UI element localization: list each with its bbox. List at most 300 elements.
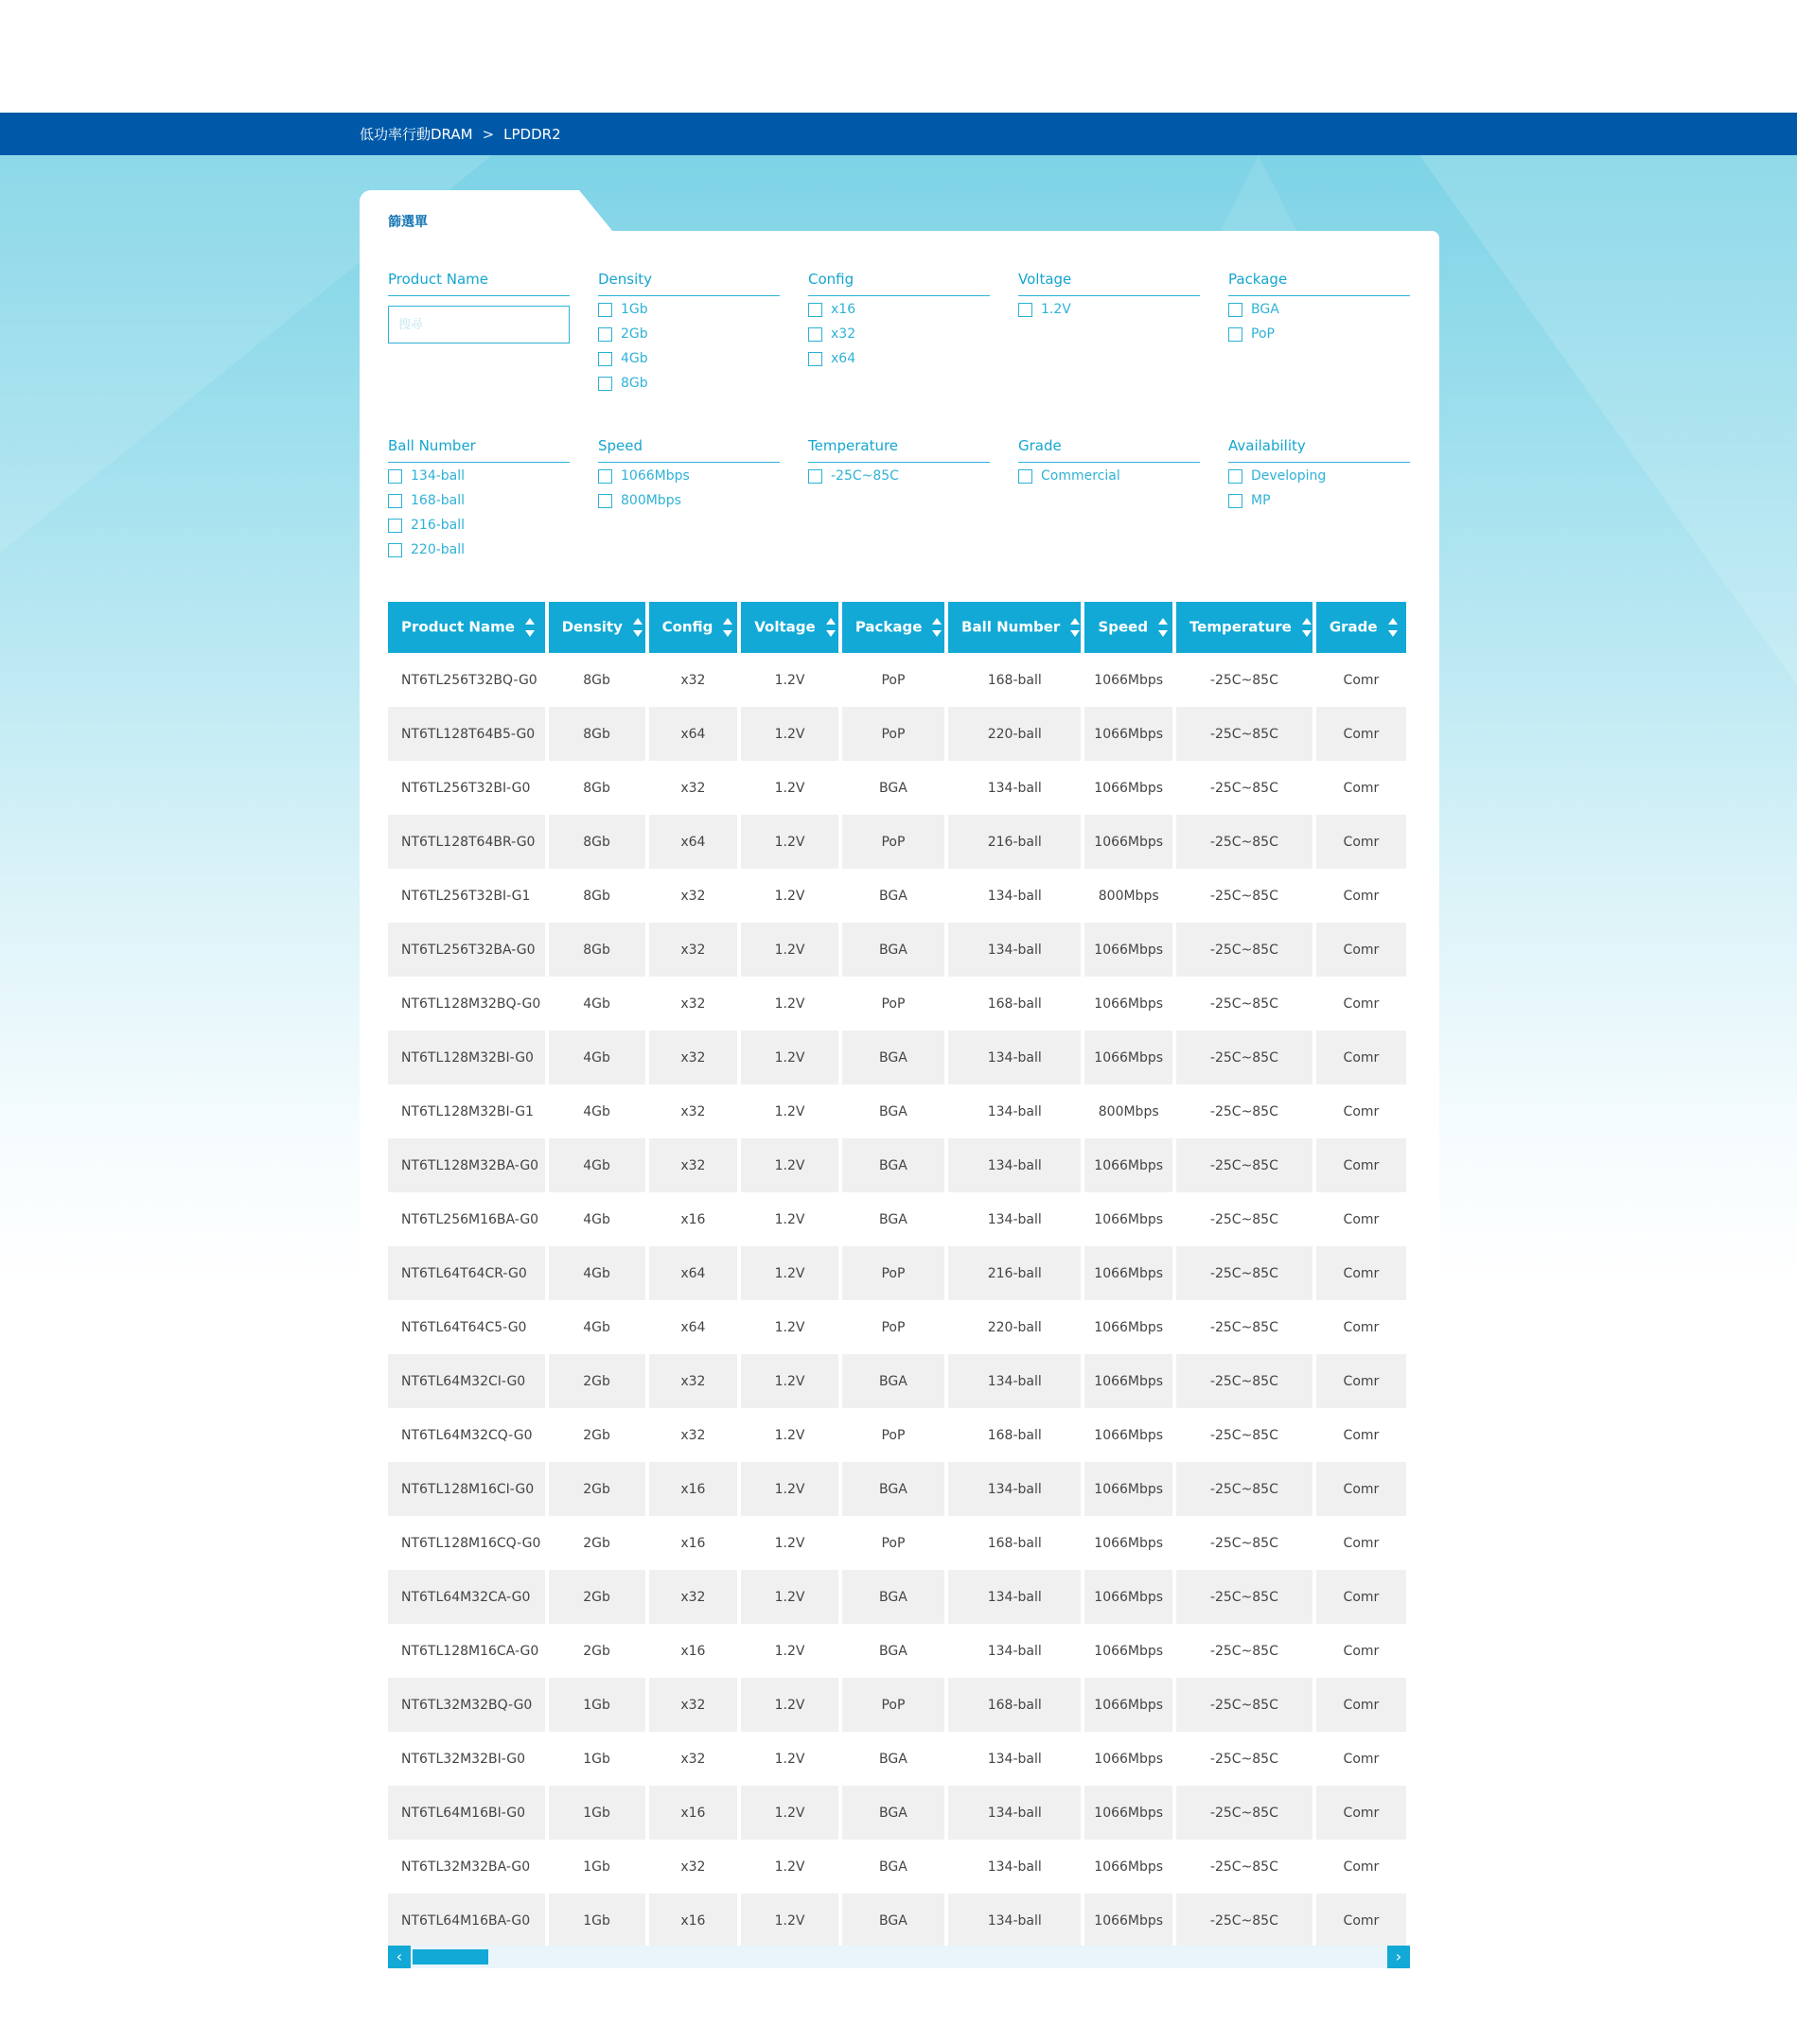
- table-cell: PoP: [881, 672, 906, 688]
- grade-option-commercial[interactable]: [1018, 465, 1200, 487]
- sort-arrows-icon[interactable]: [722, 617, 733, 638]
- table-cell: 1.2V: [774, 1427, 805, 1443]
- table-cell: 168-ball: [987, 1535, 1042, 1551]
- scrollbar-thumb[interactable]: [413, 1949, 488, 1965]
- table-cell: x32: [680, 1103, 706, 1119]
- table-cell: Comr: [1316, 1570, 1406, 1624]
- table-cell: 1066Mbps: [1084, 1786, 1172, 1840]
- table-cell: x32: [649, 1570, 738, 1624]
- table-cell: PoP: [881, 1535, 906, 1551]
- table-cell: 134-ball: [987, 1103, 1042, 1119]
- checkbox[interactable]: [598, 303, 612, 317]
- table-cell: Comr: [1343, 780, 1380, 796]
- table-cell: 2Gb: [583, 1535, 610, 1551]
- table-cell: 1066Mbps: [1094, 1751, 1164, 1767]
- table-row[interactable]: [388, 1192, 1406, 1246]
- filter-density: [598, 269, 780, 395]
- column-header-label: Package: [854, 618, 923, 636]
- table-cell: 1.2V: [774, 1859, 805, 1875]
- column-header[interactable]: [948, 602, 1081, 653]
- table-cell: Comr: [1343, 888, 1380, 904]
- table-cell: BGA: [842, 1138, 944, 1192]
- sort-arrows-icon[interactable]: [825, 617, 837, 638]
- table-cell: -25C~85C: [1176, 1462, 1313, 1516]
- table-cell: Comr: [1343, 1535, 1380, 1551]
- table-row[interactable]: [388, 1678, 1406, 1732]
- table-cell: NT6TL256T32BI-G0: [401, 780, 531, 796]
- table-row[interactable]: [388, 1894, 1406, 1947]
- table-cell: NT6TL32M32BA-G0: [401, 1859, 531, 1875]
- table-cell: Comr: [1316, 1031, 1406, 1084]
- table-cell: -25C~85C: [1209, 1751, 1278, 1767]
- column-header[interactable]: [1084, 602, 1172, 653]
- table-cell: Comr: [1316, 707, 1406, 761]
- checkbox[interactable]: [808, 352, 822, 366]
- ball-option-134[interactable]: [388, 465, 570, 487]
- table-cell: x32: [680, 1751, 706, 1767]
- table-row[interactable]: [388, 1300, 1406, 1354]
- table-row[interactable]: [388, 977, 1406, 1031]
- option-label: 1066Mbps: [621, 468, 690, 484]
- table-cell: 1.2V: [774, 1643, 805, 1659]
- density-option-1gb[interactable]: [598, 298, 780, 321]
- table-cell: 134-ball: [948, 1570, 1081, 1624]
- table-cell: x16: [649, 1462, 738, 1516]
- table-cell: BGA: [842, 1031, 944, 1084]
- option-label: 216-ball: [411, 518, 466, 533]
- table-cell: NT6TL128T64B5-G0: [388, 707, 545, 761]
- table-cell: -25C~85C: [1176, 815, 1313, 869]
- table-cell: Comr: [1316, 1786, 1406, 1840]
- table-cell: BGA: [842, 1894, 944, 1947]
- option-label: 800Mbps: [621, 493, 681, 508]
- column-header[interactable]: [1316, 602, 1406, 653]
- filter-product-name: [388, 269, 570, 344]
- table-cell: 1066Mbps: [1084, 1678, 1172, 1732]
- table-cell: Comr: [1343, 1103, 1380, 1119]
- table-cell: -25C~85C: [1209, 1211, 1278, 1227]
- table-row[interactable]: [388, 1624, 1406, 1678]
- table-cell: 1.2V: [774, 1211, 805, 1227]
- table-cell: -25C~85C: [1176, 1246, 1313, 1300]
- table-cell: 4Gb: [583, 996, 610, 1012]
- horizontal-scrollbar[interactable]: [388, 1946, 1410, 1968]
- table-cell: BGA: [879, 1103, 907, 1119]
- table-cell: 1066Mbps: [1094, 672, 1164, 688]
- availability-option-developing[interactable]: [1228, 465, 1410, 487]
- product-table-viewport[interactable]: [388, 602, 1410, 1929]
- sort-arrows-icon[interactable]: [1069, 617, 1081, 638]
- checkbox[interactable]: [1228, 303, 1242, 317]
- table-cell: NT6TL64M16BA-G0: [388, 1894, 545, 1947]
- table-cell: 1.2V: [741, 1570, 838, 1624]
- table-cell: x32: [680, 1859, 706, 1875]
- table-cell: -25C~85C: [1209, 1319, 1278, 1335]
- table-cell: NT6TL64T64CR-G0: [388, 1246, 545, 1300]
- filter-title-density: Density: [598, 269, 780, 296]
- option-label: MP: [1251, 493, 1271, 508]
- checkbox[interactable]: [1228, 327, 1242, 342]
- filter-grade: [1018, 435, 1200, 487]
- table-cell: 4Gb: [549, 1138, 645, 1192]
- table-cell: NT6TL256T32BQ-G0: [401, 672, 537, 688]
- table-cell: 1.2V: [741, 1138, 838, 1192]
- table-cell: 1.2V: [741, 1246, 838, 1300]
- package-option-pop[interactable]: [1228, 323, 1410, 345]
- table-cell: x32: [649, 1031, 738, 1084]
- sort-arrows-icon[interactable]: [632, 617, 643, 638]
- table-cell: -25C~85C: [1209, 780, 1278, 796]
- column-header[interactable]: [741, 602, 838, 653]
- table-cell: 1.2V: [741, 1894, 838, 1947]
- table-cell: 800Mbps: [1098, 1103, 1159, 1119]
- table-row[interactable]: [388, 1031, 1406, 1084]
- table-cell: NT6TL128M32BI-G0: [388, 1031, 545, 1084]
- table-cell: 1Gb: [583, 1751, 610, 1767]
- option-label: -25C~85C: [831, 468, 899, 484]
- option-label: Developing: [1251, 468, 1327, 484]
- temperature-option[interactable]: [808, 465, 990, 487]
- table-row[interactable]: [388, 1354, 1406, 1408]
- table-cell: 1066Mbps: [1084, 1894, 1172, 1947]
- table-cell: Comr: [1316, 1462, 1406, 1516]
- table-cell: NT6TL256T32BI-G1: [401, 888, 531, 904]
- table-cell: 134-ball: [987, 1751, 1042, 1767]
- option-label: PoP: [1251, 326, 1275, 342]
- filter-title-config: Config: [808, 269, 990, 296]
- table-cell: Comr: [1316, 1894, 1406, 1947]
- checkbox[interactable]: [1018, 469, 1032, 484]
- table-cell: 1.2V: [774, 672, 805, 688]
- table-row[interactable]: [388, 1408, 1406, 1462]
- checkbox[interactable]: [388, 469, 402, 484]
- table-cell: 134-ball: [987, 780, 1042, 796]
- table-cell: PoP: [842, 815, 944, 869]
- table-row[interactable]: [388, 1732, 1406, 1786]
- table-cell: -25C~85C: [1176, 1678, 1313, 1732]
- table-cell: 8Gb: [549, 923, 645, 977]
- table-cell: BGA: [842, 1786, 944, 1840]
- density-option-2gb[interactable]: [598, 323, 780, 345]
- table-cell: 1.2V: [741, 1786, 838, 1840]
- checkbox[interactable]: [388, 543, 402, 557]
- table-cell: 800Mbps: [1098, 888, 1159, 904]
- column-header[interactable]: [549, 602, 645, 653]
- ball-option-220[interactable]: [388, 538, 570, 561]
- table-cell: NT6TL128T64BR-G0: [388, 815, 545, 869]
- table-cell: NT6TL64T64C5-G0: [401, 1319, 527, 1335]
- table-cell: -25C~85C: [1209, 996, 1278, 1012]
- table-row[interactable]: [388, 761, 1406, 815]
- table-row[interactable]: [388, 923, 1406, 977]
- column-header-label: Temperature: [1189, 618, 1292, 636]
- table-cell: Comr: [1343, 1859, 1380, 1875]
- product-name-search-input[interactable]: [388, 306, 570, 344]
- filter-title-availability: Availability: [1228, 435, 1410, 463]
- table-cell: 168-ball: [987, 1427, 1042, 1443]
- table-cell: PoP: [881, 1319, 906, 1335]
- table-cell: Comr: [1343, 1319, 1380, 1335]
- table-row[interactable]: [388, 1786, 1406, 1840]
- checkbox[interactable]: [1228, 494, 1242, 508]
- checkbox[interactable]: [598, 469, 612, 484]
- table-row[interactable]: [388, 707, 1406, 761]
- table-cell: 1066Mbps: [1094, 1859, 1164, 1875]
- table-cell: 134-ball: [948, 1894, 1081, 1947]
- column-header[interactable]: [649, 602, 738, 653]
- table-cell: -25C~85C: [1176, 1786, 1313, 1840]
- column-header-label: Voltage: [754, 618, 816, 636]
- top-whitespace: [0, 0, 1797, 113]
- column-header[interactable]: [842, 602, 944, 653]
- sort-arrows-icon[interactable]: [1157, 617, 1169, 638]
- sort-arrows-icon[interactable]: [524, 617, 536, 638]
- table-cell: 1066Mbps: [1094, 1211, 1164, 1227]
- table-cell: x16: [649, 1786, 738, 1840]
- table-cell: 4Gb: [583, 1103, 610, 1119]
- table-row[interactable]: [388, 653, 1406, 707]
- checkbox[interactable]: [598, 494, 612, 508]
- column-header[interactable]: [388, 602, 545, 653]
- table-cell: BGA: [842, 923, 944, 977]
- table-cell: 1.2V: [774, 996, 805, 1012]
- table-cell: x32: [680, 996, 706, 1012]
- breadcrumb-bar: [0, 113, 1797, 155]
- table-cell: Comr: [1316, 923, 1406, 977]
- density-option-8gb[interactable]: [598, 372, 780, 395]
- voltage-option-1-2v[interactable]: [1018, 298, 1200, 321]
- table-cell: NT6TL256M16BA-G0: [401, 1211, 539, 1227]
- chevron-right-icon[interactable]: ›: [1387, 1946, 1410, 1968]
- checkbox[interactable]: [388, 494, 402, 508]
- option-label: x64: [831, 351, 856, 366]
- table-row[interactable]: [388, 1138, 1406, 1192]
- availability-option-mp[interactable]: [1228, 489, 1410, 512]
- table-cell: 1.2V: [741, 707, 838, 761]
- checkbox[interactable]: [1228, 469, 1242, 484]
- table-cell: Comr: [1343, 996, 1380, 1012]
- table-cell: x64: [680, 1319, 706, 1335]
- table-cell: 2Gb: [549, 1462, 645, 1516]
- table-cell: 1.2V: [774, 780, 805, 796]
- column-header-label: Ball Number: [961, 618, 1061, 636]
- table-cell: 1.2V: [741, 923, 838, 977]
- table-cell: x16: [649, 1894, 738, 1947]
- table-cell: Comr: [1343, 1427, 1380, 1443]
- table-cell: 134-ball: [987, 1643, 1042, 1659]
- filter-title-temperature: Temperature: [808, 435, 990, 463]
- column-header-label: Density: [561, 618, 623, 636]
- checkbox[interactable]: [808, 469, 822, 484]
- table-cell: NT6TL128M16CI-G0: [388, 1462, 545, 1516]
- table-cell: -25C~85C: [1209, 888, 1278, 904]
- table-cell: 1066Mbps: [1094, 1535, 1164, 1551]
- config-option-x16[interactable]: [808, 298, 990, 321]
- filter-speed: [598, 435, 780, 512]
- table-cell: 1066Mbps: [1084, 1246, 1172, 1300]
- option-label: 134-ball: [411, 468, 466, 484]
- table-row[interactable]: [388, 1462, 1406, 1516]
- table-cell: 1Gb: [549, 1894, 645, 1947]
- column-header[interactable]: [1176, 602, 1313, 653]
- density-option-4gb[interactable]: [598, 347, 780, 370]
- table-cell: -25C~85C: [1209, 672, 1278, 688]
- filter-config: [808, 269, 990, 370]
- checkbox[interactable]: [808, 327, 822, 342]
- option-label: 4Gb: [621, 351, 648, 366]
- table-cell: 134-ball: [948, 923, 1081, 977]
- table-cell: BGA: [842, 1570, 944, 1624]
- table-cell: 216-ball: [948, 815, 1081, 869]
- table-cell: 1066Mbps: [1084, 1354, 1172, 1408]
- table-cell: 8Gb: [583, 672, 610, 688]
- table-cell: 134-ball: [987, 1859, 1042, 1875]
- filter-title-voltage: Voltage: [1018, 269, 1200, 296]
- table-cell: 8Gb: [583, 780, 610, 796]
- table-cell: BGA: [879, 888, 907, 904]
- table-cell: NT6TL64M32CA-G0: [388, 1570, 545, 1624]
- table-cell: Comr: [1343, 1643, 1380, 1659]
- table-cell: 8Gb: [549, 707, 645, 761]
- table-cell: NT6TL256T32BA-G0: [388, 923, 545, 977]
- checkbox[interactable]: [388, 519, 402, 533]
- table-cell: BGA: [879, 1211, 907, 1227]
- sort-arrows-icon[interactable]: [1387, 617, 1399, 638]
- table-cell: -25C~85C: [1209, 1535, 1278, 1551]
- table-cell: -25C~85C: [1176, 1894, 1313, 1947]
- table-cell: 1Gb: [583, 1859, 610, 1875]
- table-cell: -25C~85C: [1176, 707, 1313, 761]
- table-cell: BGA: [842, 1354, 944, 1408]
- table-cell: 1066Mbps: [1084, 1138, 1172, 1192]
- table-cell: x32: [680, 1427, 706, 1443]
- table-cell: PoP: [881, 996, 906, 1012]
- table-cell: 1.2V: [774, 1535, 805, 1551]
- sort-arrows-icon[interactable]: [931, 617, 943, 638]
- table-cell: 1.2V: [774, 1319, 805, 1335]
- filter-title-ball-number: Ball Number: [388, 435, 570, 463]
- table-cell: 1.2V: [741, 1031, 838, 1084]
- table-cell: 168-ball: [948, 1678, 1081, 1732]
- table-cell: NT6TL64M16BI-G0: [388, 1786, 545, 1840]
- option-label: Commercial: [1041, 468, 1120, 484]
- table-header: [388, 602, 1406, 653]
- table-cell: NT6TL32M32BQ-G0: [388, 1678, 545, 1732]
- breadcrumb-parent-link[interactable]: 低功率行動DRAM: [360, 126, 473, 143]
- checkbox[interactable]: [598, 377, 612, 391]
- option-label: 8Gb: [621, 376, 648, 391]
- column-header-label: Speed: [1098, 618, 1149, 636]
- ball-option-216[interactable]: [388, 514, 570, 537]
- table-cell: -25C~85C: [1176, 1138, 1313, 1192]
- checkbox[interactable]: [598, 327, 612, 342]
- table-cell: NT6TL128M32BI-G1: [401, 1103, 534, 1119]
- filter-package: [1228, 269, 1410, 345]
- table-cell: 134-ball: [948, 1462, 1081, 1516]
- option-label: BGA: [1251, 302, 1279, 317]
- table-cell: 1066Mbps: [1084, 1570, 1172, 1624]
- table-cell: 134-ball: [948, 1786, 1081, 1840]
- table-row[interactable]: [388, 1516, 1406, 1570]
- checkbox[interactable]: [598, 352, 612, 366]
- config-option-x64[interactable]: [808, 347, 990, 370]
- table-cell: Comr: [1316, 815, 1406, 869]
- ball-option-168[interactable]: [388, 489, 570, 512]
- table-cell: NT6TL64M32CI-G0: [388, 1354, 545, 1408]
- config-option-x32[interactable]: [808, 323, 990, 345]
- table-cell: 2Gb: [583, 1643, 610, 1659]
- filter-ball-number: [388, 435, 570, 561]
- table-cell: -25C~85C: [1209, 1643, 1278, 1659]
- table-cell: 134-ball: [948, 1354, 1081, 1408]
- chevron-left-icon[interactable]: ‹: [388, 1946, 411, 1968]
- breadcrumb-separator-icon: >: [482, 125, 495, 143]
- checkbox[interactable]: [808, 303, 822, 317]
- option-label: x16: [831, 302, 856, 317]
- filter-availability: [1228, 435, 1410, 512]
- table-cell: BGA: [879, 1643, 907, 1659]
- table-row[interactable]: [388, 1246, 1406, 1300]
- filter-title-grade: Grade: [1018, 435, 1200, 463]
- table-cell: x32: [649, 1354, 738, 1408]
- table-cell: Comr: [1343, 1751, 1380, 1767]
- table-cell: 134-ball: [987, 1211, 1042, 1227]
- table-cell: 168-ball: [987, 672, 1042, 688]
- package-option-bga[interactable]: [1228, 298, 1410, 321]
- table-row[interactable]: [388, 815, 1406, 869]
- table-cell: x16: [680, 1535, 706, 1551]
- table-cell: 2Gb: [549, 1354, 645, 1408]
- table-cell: NT6TL64M32CQ-G0: [401, 1427, 533, 1443]
- table-cell: -25C~85C: [1209, 1103, 1278, 1119]
- table-row[interactable]: [388, 869, 1406, 923]
- table-row[interactable]: [388, 1084, 1406, 1138]
- product-table: [384, 602, 1410, 1947]
- filter-title-product-name: Product Name: [388, 269, 570, 296]
- speed-option-1066[interactable]: [598, 465, 780, 487]
- table-cell: -25C~85C: [1176, 923, 1313, 977]
- table-cell: 1066Mbps: [1094, 1643, 1164, 1659]
- table-cell: NT6TL32M32BI-G0: [401, 1751, 526, 1767]
- table-cell: BGA: [879, 780, 907, 796]
- filter-title-speed: Speed: [598, 435, 780, 463]
- table-cell: NT6TL128M16CQ-G0: [401, 1535, 541, 1551]
- table-cell: Comr: [1316, 1678, 1406, 1732]
- table-cell: BGA: [879, 1859, 907, 1875]
- table-cell: 1066Mbps: [1084, 923, 1172, 977]
- table-cell: 1066Mbps: [1094, 1319, 1164, 1335]
- table-row[interactable]: [388, 1840, 1406, 1894]
- table-cell: 220-ball: [948, 707, 1081, 761]
- table-row[interactable]: [388, 1570, 1406, 1624]
- sort-arrows-icon[interactable]: [1301, 617, 1313, 638]
- speed-option-800[interactable]: [598, 489, 780, 512]
- table-cell: PoP: [842, 1246, 944, 1300]
- filter-voltage: [1018, 269, 1200, 321]
- table-cell: 1066Mbps: [1084, 1031, 1172, 1084]
- table-cell: BGA: [842, 1462, 944, 1516]
- table-cell: x32: [649, 1678, 738, 1732]
- table-cell: x32: [680, 672, 706, 688]
- checkbox[interactable]: [1018, 303, 1032, 317]
- table-cell: 134-ball: [948, 1138, 1081, 1192]
- table-cell: -25C~85C: [1176, 1354, 1313, 1408]
- table-cell: PoP: [881, 1427, 906, 1443]
- table-cell: Comr: [1316, 1138, 1406, 1192]
- table-cell: -25C~85C: [1209, 1427, 1278, 1443]
- column-header-label: Config: [661, 618, 714, 636]
- table-cell: NT6TL128M16CA-G0: [401, 1643, 539, 1659]
